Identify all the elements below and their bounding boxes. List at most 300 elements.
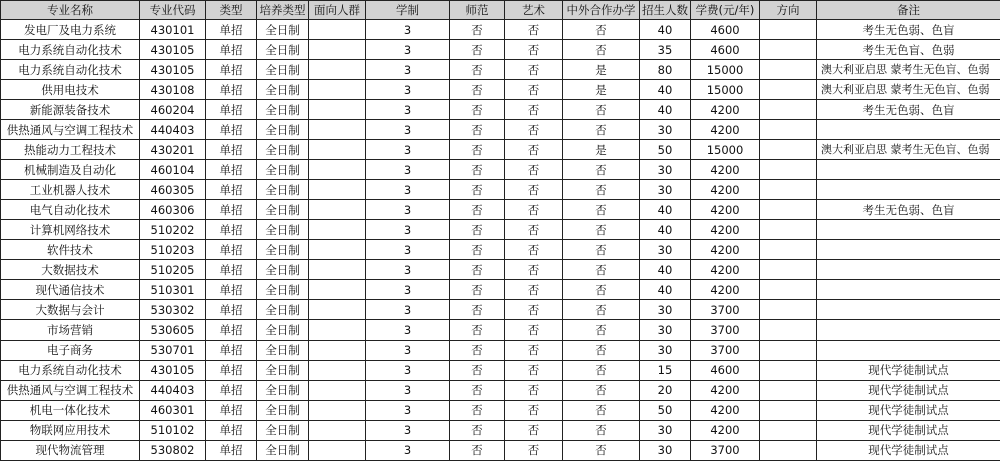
cell-major-code: 510205 [140,260,206,280]
cell-training-type: 全日制 [257,420,309,440]
cell-sino-foreign: 否 [563,100,640,120]
cell-direction [760,60,817,80]
cell-teacher-training: 否 [450,160,505,180]
cell-direction [760,120,817,140]
cell-remarks: 澳大利亚启思 蒙考生无色盲、色弱 [817,140,1000,160]
header-sino-foreign: 中外合作办学 [563,1,640,20]
cell-target-group [309,420,366,440]
cell-major-code: 430108 [140,80,206,100]
cell-sino-foreign: 是 [563,140,640,160]
cell-type: 单招 [206,200,257,220]
cell-enrollment: 40 [640,260,691,280]
cell-remarks: 现代学徒制试点 [817,400,1000,420]
cell-training-type: 全日制 [257,100,309,120]
cell-direction [760,360,817,380]
cell-major-code: 460305 [140,180,206,200]
table-row [1,20,1000,40]
cell-major-code: 460104 [140,160,206,180]
cell-enrollment: 30 [640,120,691,140]
cell-direction [760,80,817,100]
cell-major-name: 工业机器人技术 [1,180,140,200]
cell-direction [760,240,817,260]
cell-training-type: 全日制 [257,380,309,400]
cell-remarks [817,340,1000,360]
cell-teacher-training: 否 [450,20,505,40]
cell-teacher-training: 否 [450,260,505,280]
table-row [1,280,1000,300]
cell-direction [760,400,817,420]
cell-sino-foreign: 否 [563,380,640,400]
cell-target-group [309,20,366,40]
cell-enrollment: 20 [640,380,691,400]
cell-sino-foreign: 否 [563,280,640,300]
cell-teacher-training: 否 [450,200,505,220]
cell-remarks [817,160,1000,180]
cell-training-type: 全日制 [257,300,309,320]
table-row [1,360,1000,380]
cell-art: 否 [505,340,563,360]
cell-art: 否 [505,140,563,160]
cell-tuition: 4200 [691,400,760,420]
cell-direction [760,320,817,340]
cell-art: 否 [505,20,563,40]
cell-tuition: 15000 [691,140,760,160]
table-row [1,200,1000,220]
cell-major-code: 460306 [140,200,206,220]
cell-major-code: 460301 [140,400,206,420]
cell-major-code: 530701 [140,340,206,360]
cell-enrollment: 30 [640,300,691,320]
cell-enrollment: 35 [640,40,691,60]
header-training-type: 培养类型 [257,1,309,20]
cell-duration: 3 [366,420,450,440]
cell-target-group [309,300,366,320]
cell-tuition: 15000 [691,60,760,80]
cell-type: 单招 [206,360,257,380]
cell-target-group [309,260,366,280]
cell-major-name: 现代物流管理 [1,440,140,460]
cell-training-type: 全日制 [257,60,309,80]
header-target-group: 面向人群 [309,1,366,20]
cell-art: 否 [505,60,563,80]
cell-teacher-training: 否 [450,60,505,80]
cell-art: 否 [505,180,563,200]
cell-type: 单招 [206,260,257,280]
cell-remarks [817,120,1000,140]
cell-art: 否 [505,400,563,420]
cell-type: 单招 [206,300,257,320]
cell-training-type: 全日制 [257,20,309,40]
cell-training-type: 全日制 [257,80,309,100]
header-tuition: 学费(元/年) [691,1,760,20]
cell-sino-foreign: 否 [563,320,640,340]
cell-direction [760,200,817,220]
cell-remarks: 考生无色弱、色盲 [817,100,1000,120]
cell-duration: 3 [366,20,450,40]
cell-tuition: 4200 [691,240,760,260]
cell-sino-foreign: 否 [563,300,640,320]
table-row [1,80,1000,100]
cell-duration: 3 [366,260,450,280]
table-row [1,120,1000,140]
header-enrollment: 招生人数 [640,1,691,20]
cell-duration: 3 [366,160,450,180]
cell-teacher-training: 否 [450,240,505,260]
cell-major-name: 物联网应用技术 [1,420,140,440]
cell-teacher-training: 否 [450,440,505,460]
cell-direction [760,180,817,200]
cell-duration: 3 [366,320,450,340]
cell-sino-foreign: 否 [563,240,640,260]
cell-training-type: 全日制 [257,320,309,340]
header-type: 类型 [206,1,257,20]
cell-major-name: 供热通风与空调工程技术 [1,120,140,140]
cell-training-type: 全日制 [257,340,309,360]
cell-teacher-training: 否 [450,300,505,320]
cell-remarks [817,220,1000,240]
header-art: 艺术 [505,1,563,20]
table-row [1,340,1000,360]
cell-direction [760,220,817,240]
cell-enrollment: 30 [640,440,691,460]
cell-remarks: 考生无色弱、色盲 [817,200,1000,220]
cell-target-group [309,100,366,120]
cell-remarks [817,260,1000,280]
cell-major-code: 460204 [140,100,206,120]
cell-enrollment: 30 [640,340,691,360]
cell-major-name: 市场营销 [1,320,140,340]
cell-sino-foreign: 否 [563,440,640,460]
cell-sino-foreign: 否 [563,420,640,440]
cell-sino-foreign: 否 [563,220,640,240]
cell-type: 单招 [206,380,257,400]
cell-type: 单招 [206,320,257,340]
cell-target-group [309,140,366,160]
cell-teacher-training: 否 [450,100,505,120]
cell-sino-foreign: 否 [563,400,640,420]
table-header [1,1,1000,20]
cell-tuition: 3700 [691,320,760,340]
cell-major-code: 440403 [140,120,206,140]
cell-art: 否 [505,440,563,460]
cell-major-code: 430101 [140,20,206,40]
cell-teacher-training: 否 [450,180,505,200]
cell-type: 单招 [206,160,257,180]
cell-target-group [309,60,366,80]
cell-remarks: 现代学徒制试点 [817,360,1000,380]
table-row [1,40,1000,60]
cell-training-type: 全日制 [257,260,309,280]
cell-tuition: 4200 [691,160,760,180]
cell-tuition: 4600 [691,40,760,60]
cell-major-name: 新能源装备技术 [1,100,140,120]
header-remarks: 备注 [817,1,1000,20]
cell-target-group [309,340,366,360]
cell-training-type: 全日制 [257,400,309,420]
cell-tuition: 4200 [691,220,760,240]
cell-tuition: 4200 [691,180,760,200]
cell-duration: 3 [366,200,450,220]
cell-art: 否 [505,380,563,400]
cell-enrollment: 40 [640,220,691,240]
cell-training-type: 全日制 [257,160,309,180]
cell-tuition: 4200 [691,380,760,400]
cell-major-name: 电气自动化技术 [1,200,140,220]
cell-major-code: 440403 [140,380,206,400]
table-row [1,260,1000,280]
cell-type: 单招 [206,20,257,40]
cell-sino-foreign: 否 [563,260,640,280]
header-teacher-training: 师范 [450,1,505,20]
cell-type: 单招 [206,280,257,300]
cell-direction [760,160,817,180]
table-row [1,300,1000,320]
cell-remarks: 澳大利亚启思 蒙考生无色盲、色弱 [817,80,1000,100]
cell-major-name: 软件技术 [1,240,140,260]
header-major-name: 专业名称 [1,1,140,20]
cell-enrollment: 50 [640,400,691,420]
cell-training-type: 全日制 [257,360,309,380]
cell-art: 否 [505,100,563,120]
cell-major-code: 530605 [140,320,206,340]
cell-art: 否 [505,320,563,340]
cell-teacher-training: 否 [450,360,505,380]
cell-sino-foreign: 否 [563,20,640,40]
cell-direction [760,20,817,40]
cell-art: 否 [505,220,563,240]
cell-sino-foreign: 否 [563,40,640,60]
cell-tuition: 3700 [691,340,760,360]
cell-enrollment: 30 [640,180,691,200]
cell-major-name: 电力系统自动化技术 [1,40,140,60]
cell-major-name: 热能动力工程技术 [1,140,140,160]
cell-teacher-training: 否 [450,120,505,140]
cell-major-name: 电力系统自动化技术 [1,360,140,380]
cell-duration: 3 [366,360,450,380]
cell-duration: 3 [366,80,450,100]
table-row [1,60,1000,80]
cell-type: 单招 [206,340,257,360]
cell-remarks: 澳大利亚启思 蒙考生无色盲、色弱 [817,60,1000,80]
cell-sino-foreign: 否 [563,360,640,380]
cell-major-name: 供用电技术 [1,80,140,100]
cell-target-group [309,160,366,180]
cell-major-name: 供热通风与空调工程技术 [1,380,140,400]
cell-major-name: 机电一体化技术 [1,400,140,420]
cell-duration: 3 [366,40,450,60]
cell-major-name: 计算机网络技术 [1,220,140,240]
cell-tuition: 3700 [691,440,760,460]
cell-major-code: 510102 [140,420,206,440]
cell-sino-foreign: 否 [563,120,640,140]
cell-major-name: 电力系统自动化技术 [1,60,140,80]
cell-major-code: 510203 [140,240,206,260]
cell-major-name: 现代通信技术 [1,280,140,300]
cell-tuition: 4200 [691,200,760,220]
cell-tuition: 4600 [691,20,760,40]
table-row [1,440,1000,460]
table-row [1,240,1000,260]
cell-training-type: 全日制 [257,220,309,240]
cell-target-group [309,80,366,100]
table-body [1,20,1000,461]
cell-duration: 3 [366,180,450,200]
cell-direction [760,100,817,120]
cell-type: 单招 [206,420,257,440]
cell-sino-foreign: 是 [563,80,640,100]
cell-art: 否 [505,300,563,320]
cell-enrollment: 30 [640,320,691,340]
cell-duration: 3 [366,100,450,120]
cell-enrollment: 15 [640,360,691,380]
cell-type: 单招 [206,40,257,60]
cell-target-group [309,240,366,260]
cell-sino-foreign: 否 [563,160,640,180]
cell-tuition: 4200 [691,280,760,300]
cell-target-group [309,320,366,340]
cell-sino-foreign: 否 [563,180,640,200]
cell-major-code: 430201 [140,140,206,160]
cell-teacher-training: 否 [450,80,505,100]
cell-training-type: 全日制 [257,180,309,200]
cell-type: 单招 [206,120,257,140]
cell-tuition: 4200 [691,260,760,280]
cell-tuition: 4200 [691,420,760,440]
cell-enrollment: 30 [640,420,691,440]
cell-remarks [817,180,1000,200]
cell-sino-foreign: 否 [563,200,640,220]
cell-enrollment: 40 [640,100,691,120]
cell-teacher-training: 否 [450,420,505,440]
header-major-code: 专业代码 [140,1,206,20]
cell-sino-foreign: 是 [563,60,640,80]
cell-duration: 3 [366,220,450,240]
cell-direction [760,300,817,320]
cell-direction [760,140,817,160]
cell-art: 否 [505,360,563,380]
cell-duration: 3 [366,280,450,300]
table-row [1,160,1000,180]
cell-training-type: 全日制 [257,40,309,60]
cell-remarks: 现代学徒制试点 [817,440,1000,460]
cell-teacher-training: 否 [450,380,505,400]
cell-training-type: 全日制 [257,200,309,220]
cell-tuition: 15000 [691,80,760,100]
cell-tuition: 4200 [691,100,760,120]
cell-remarks [817,300,1000,320]
cell-target-group [309,40,366,60]
cell-remarks: 现代学徒制试点 [817,420,1000,440]
cell-duration: 3 [366,400,450,420]
cell-major-code: 530302 [140,300,206,320]
cell-art: 否 [505,240,563,260]
cell-enrollment: 40 [640,200,691,220]
cell-sino-foreign: 否 [563,340,640,360]
cell-remarks [817,280,1000,300]
table-row [1,140,1000,160]
cell-direction [760,380,817,400]
table-row [1,220,1000,240]
cell-target-group [309,280,366,300]
cell-duration: 3 [366,140,450,160]
cell-duration: 3 [366,340,450,360]
cell-tuition: 4600 [691,360,760,380]
cell-enrollment: 80 [640,60,691,80]
cell-duration: 3 [366,240,450,260]
cell-target-group [309,180,366,200]
cell-art: 否 [505,200,563,220]
cell-art: 否 [505,260,563,280]
cell-teacher-training: 否 [450,40,505,60]
table-row [1,180,1000,200]
cell-art: 否 [505,160,563,180]
cell-major-code: 510301 [140,280,206,300]
table-row [1,420,1000,440]
cell-target-group [309,360,366,380]
table-row [1,380,1000,400]
cell-type: 单招 [206,80,257,100]
cell-remarks: 考生无色盲、色弱 [817,40,1000,60]
header-row [1,1,1000,20]
cell-major-code: 530802 [140,440,206,460]
cell-teacher-training: 否 [450,320,505,340]
cell-type: 单招 [206,100,257,120]
cell-target-group [309,120,366,140]
cell-direction [760,280,817,300]
cell-training-type: 全日制 [257,120,309,140]
cell-duration: 3 [366,300,450,320]
cell-training-type: 全日制 [257,440,309,460]
cell-type: 单招 [206,180,257,200]
cell-major-name: 发电厂及电力系统 [1,20,140,40]
cell-direction [760,420,817,440]
header-direction: 方向 [760,1,817,20]
cell-type: 单招 [206,240,257,260]
cell-major-name: 大数据技术 [1,260,140,280]
cell-teacher-training: 否 [450,220,505,240]
cell-art: 否 [505,40,563,60]
cell-teacher-training: 否 [450,400,505,420]
cell-target-group [309,220,366,240]
cell-enrollment: 40 [640,20,691,40]
cell-teacher-training: 否 [450,280,505,300]
cell-remarks: 考生无色弱、色盲 [817,20,1000,40]
cell-remarks: 现代学徒制试点 [817,380,1000,400]
cell-direction [760,340,817,360]
cell-duration: 3 [366,380,450,400]
cell-direction [760,260,817,280]
cell-major-code: 510202 [140,220,206,240]
cell-major-name: 机械制造及自动化 [1,160,140,180]
cell-training-type: 全日制 [257,280,309,300]
header-duration: 学制 [366,1,450,20]
cell-teacher-training: 否 [450,140,505,160]
cell-training-type: 全日制 [257,140,309,160]
cell-target-group [309,380,366,400]
cell-duration: 3 [366,60,450,80]
cell-type: 单招 [206,140,257,160]
cell-art: 否 [505,420,563,440]
cell-teacher-training: 否 [450,340,505,360]
cell-enrollment: 30 [640,240,691,260]
cell-target-group [309,200,366,220]
cell-tuition: 4200 [691,120,760,140]
cell-major-name: 大数据与会计 [1,300,140,320]
cell-training-type: 全日制 [257,240,309,260]
cell-major-code: 430105 [140,60,206,80]
cell-direction [760,440,817,460]
cell-enrollment: 50 [640,140,691,160]
